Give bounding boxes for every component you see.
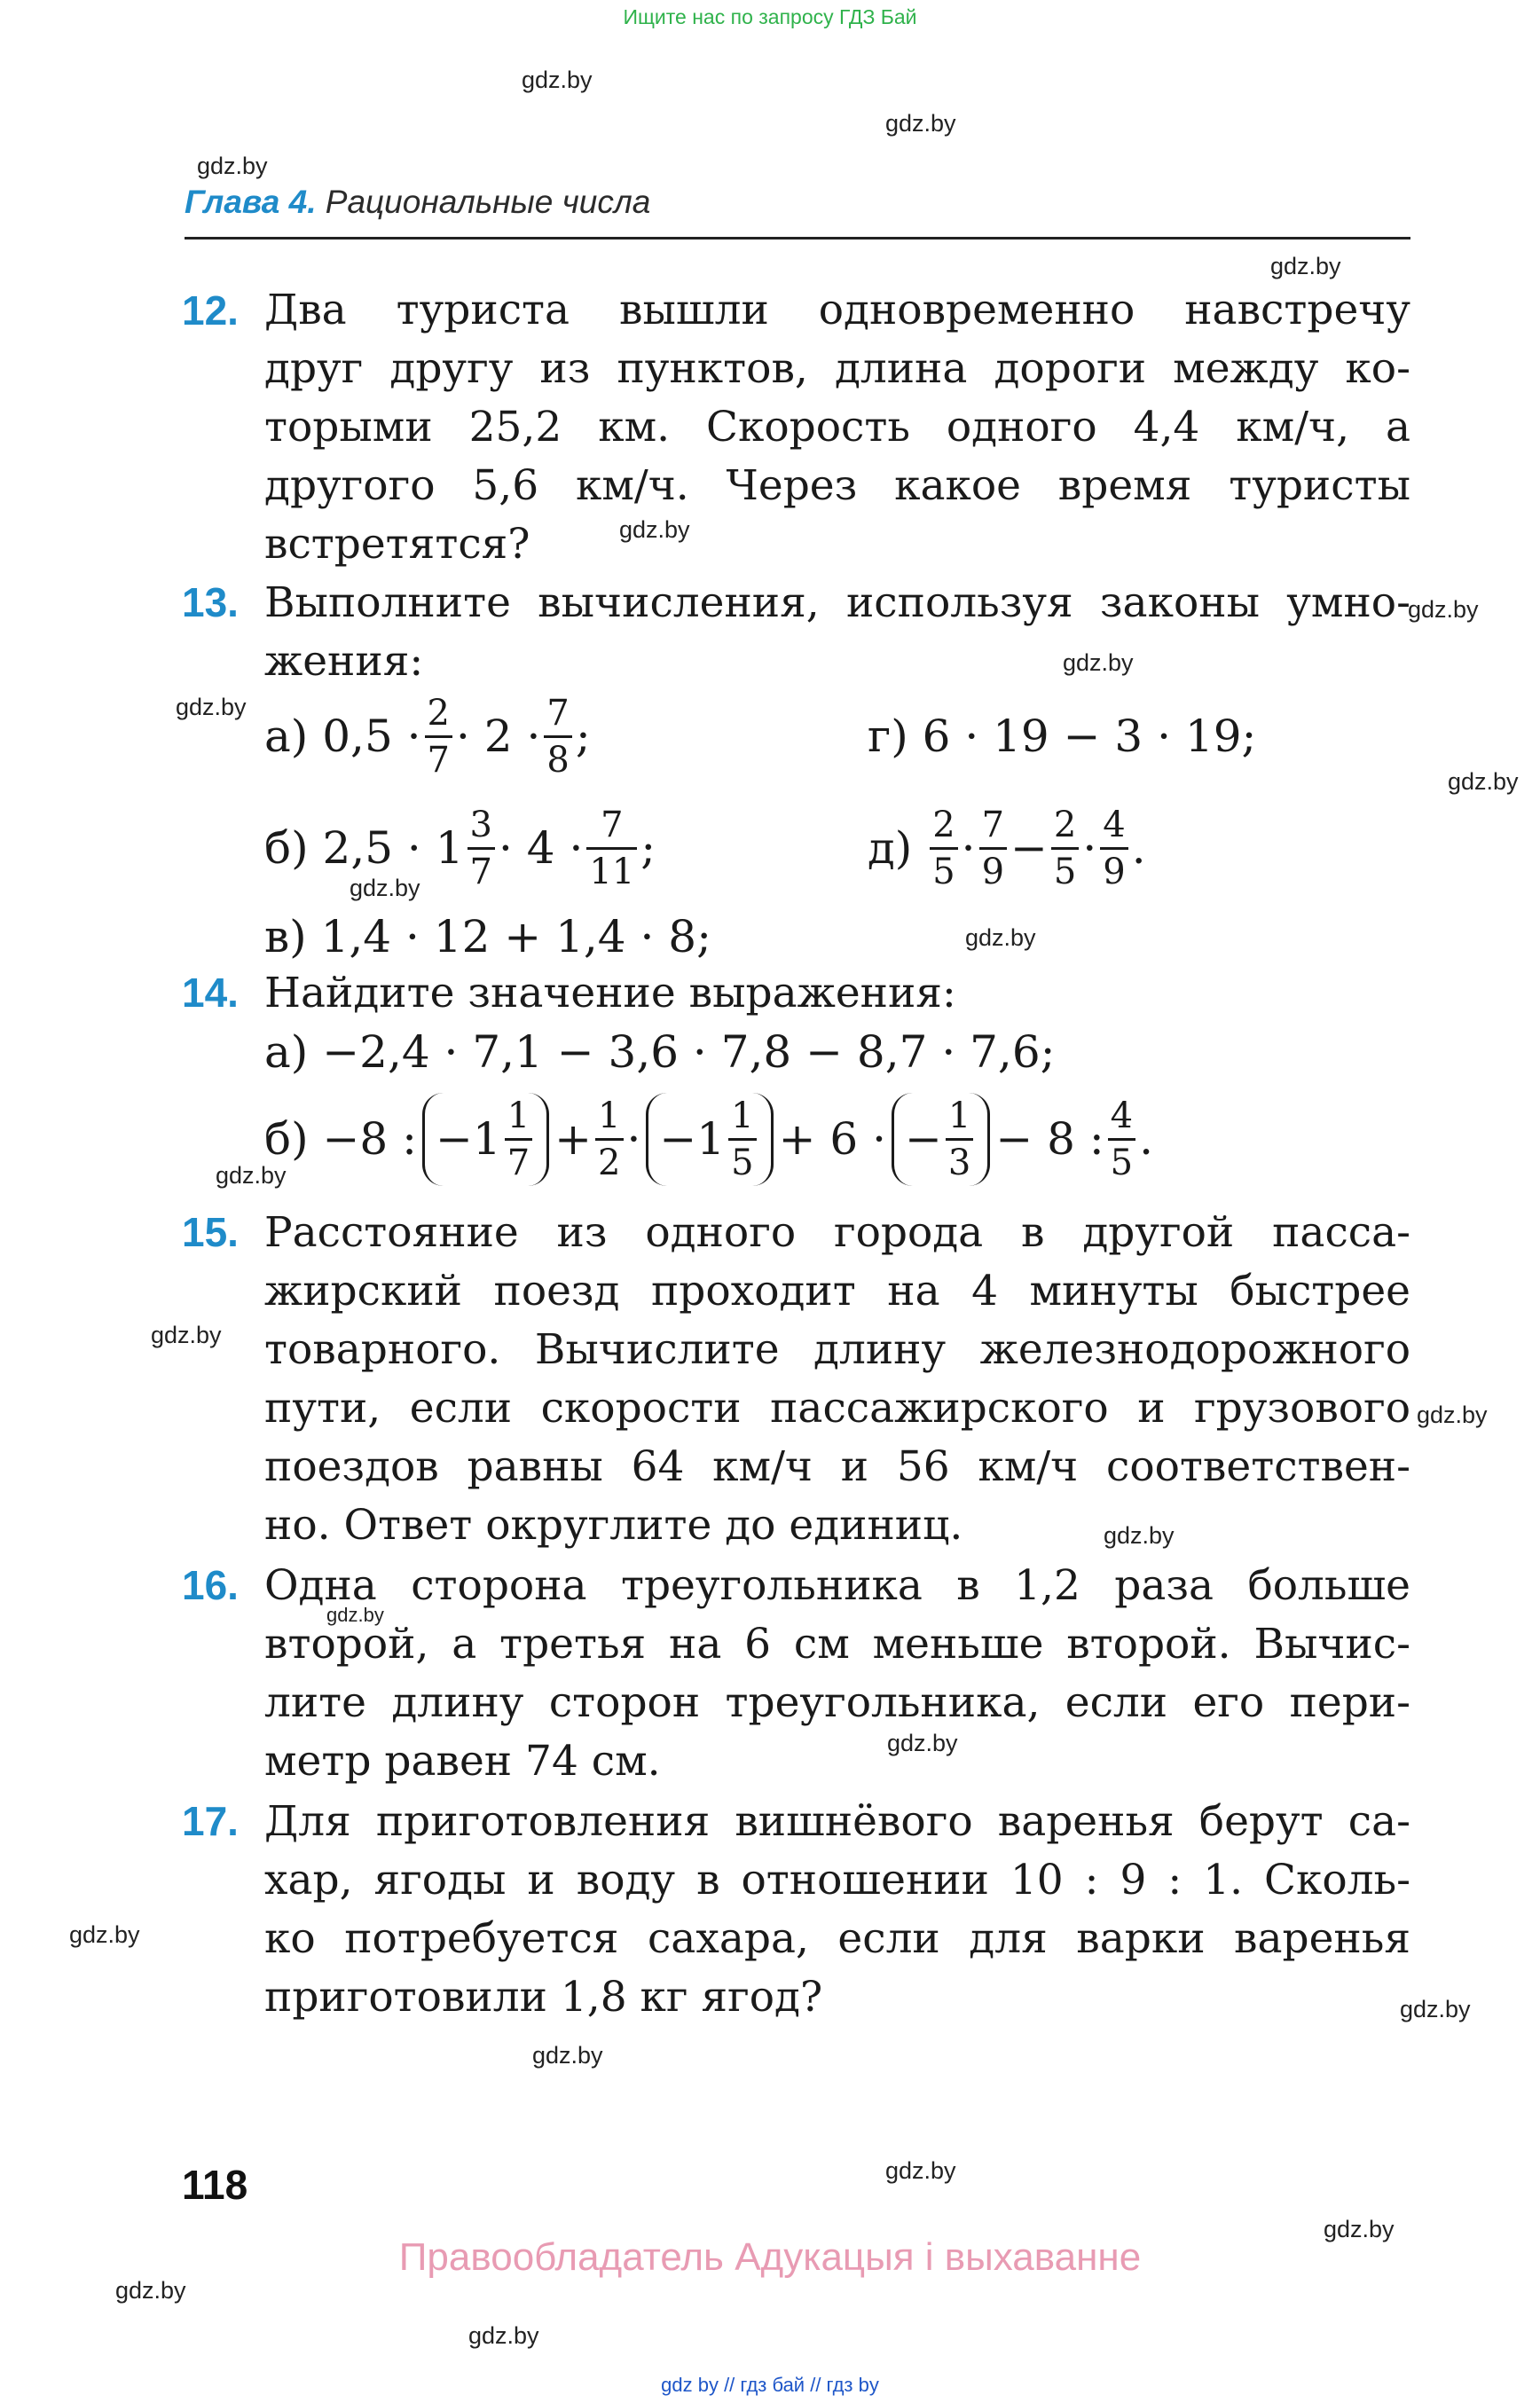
problem-17-number: 17. <box>182 1798 239 1844</box>
expr-text: 6 · 19 − 3 · 19; <box>922 711 1257 762</box>
problem-14-number: 14. <box>182 970 239 1016</box>
expr-text: 2,5 · 1 <box>322 822 464 874</box>
parenthesis-group: −1 $\frac{1}{7}$ <box>422 1093 549 1186</box>
watermark: gdz.by <box>619 516 690 543</box>
watermark: gdz.by <box>1448 768 1519 795</box>
watermark: gdz.by <box>887 1730 958 1756</box>
problem-16-line: Одна сторона треугольника в 1,2 раза больше <box>264 1561 1410 1610</box>
watermark: gdz.by <box>885 2157 956 2184</box>
watermark: gdz.by <box>176 694 247 720</box>
fraction: $\frac{7}{8}$ <box>544 695 571 778</box>
problem-15-number: 15. <box>182 1209 239 1255</box>
bottom-links[interactable]: gdz by // гдз бай // гдз by <box>661 2374 879 2396</box>
problem-13-number: 13. <box>182 579 239 625</box>
watermark: gdz.by <box>151 1322 222 1348</box>
item-label: б) <box>264 1113 309 1165</box>
watermark: gdz.by <box>1400 1996 1471 2022</box>
problem-12-line: другого 5,6 км/ч. Через какое время туристы <box>264 461 1410 510</box>
fraction: $\frac{3}{7}$ <box>468 807 495 890</box>
parenthesis-group: − $\frac{1}{3}$ <box>892 1093 990 1186</box>
problem-13g <box>868 692 1256 781</box>
watermark: gdz.by <box>197 153 268 179</box>
fraction: $\frac{4}{9}$ <box>1100 807 1128 890</box>
problem-17-line: ко потребуется сахара, если для варки варенья <box>264 1914 1410 1963</box>
item-label: а) <box>264 1026 309 1078</box>
watermark: gdz.by <box>468 2322 539 2349</box>
parenthesis-group: −1 $\frac{1}{5}$ <box>646 1093 773 1186</box>
expr-text: · 2 · <box>456 711 541 762</box>
copyright-notice: Правообладатель Адукацыя і выхаванне <box>398 2235 1142 2279</box>
watermark: gdz.by <box>350 875 420 901</box>
expr-text: 0,5 · <box>322 711 421 762</box>
problem-13-line: жения: <box>264 637 424 686</box>
watermark: gdz.by <box>1063 649 1134 676</box>
problem-13-line: Выполните вычисления, используя законы умно- <box>264 578 1410 627</box>
chapter-label: Глава 4. <box>185 184 317 220</box>
fraction: $\frac{1}{2}$ <box>595 1098 623 1181</box>
problem-15-line: пути, если скорости пассажирского и грузового <box>264 1384 1410 1433</box>
problem-12-number: 12. <box>182 287 239 334</box>
watermark: gdz.by <box>1270 253 1341 279</box>
problem-15-line: жирский поезд проходит на 4 минуты быстрее <box>264 1267 1410 1315</box>
item-label: г) <box>868 711 908 762</box>
watermark: gdz.by <box>532 2042 603 2069</box>
problem-16-line: второй, а третья на 6 см меньше второй. Вычис- <box>264 1620 1410 1669</box>
item-label: в) <box>264 911 307 962</box>
problem-16-line: лите длину сторон треугольника, если его пери- <box>264 1678 1410 1727</box>
watermark: gdz.by <box>326 1604 384 1626</box>
problem-14a <box>264 1025 1055 1079</box>
problem-17-line: приготовили 1,8 кг ягод? <box>264 1973 823 2022</box>
watermark: gdz.by <box>965 924 1036 951</box>
watermark: gdz.by <box>1324 2216 1395 2242</box>
fraction: $\frac{7}{9}$ <box>979 807 1007 890</box>
watermark: gdz.by <box>69 1921 140 1948</box>
watermark: gdz.by <box>1104 1522 1175 1549</box>
watermark: gdz.by <box>522 67 593 93</box>
fraction: $\frac{4}{5}$ <box>1108 1098 1135 1181</box>
problem-15-line: поездов равны 64 км/ч и 56 км/ч соответствен- <box>264 1442 1410 1491</box>
header-divider <box>185 237 1410 240</box>
item-label: а) <box>264 711 309 762</box>
fraction: $\frac{2}{5}$ <box>1051 807 1079 890</box>
watermark: gdz.by <box>216 1162 287 1189</box>
chapter-header <box>185 184 650 221</box>
fraction: $\frac{2}{5}$ <box>930 807 957 890</box>
watermark: gdz.by <box>885 110 956 137</box>
problem-13b: б) 2,5 · 1 $\frac{3}{7}$ · 4 · $\frac{7}{11}$ ; <box>264 804 656 892</box>
fraction: $\frac{2}{7}$ <box>425 695 452 778</box>
expr-text: −2,4 · 7,1 − 3,6 · 7,8 − 8,7 · 7,6; <box>322 1026 1056 1078</box>
problem-16-line: метр равен 74 см. <box>264 1737 661 1786</box>
problem-14b: б) −8 : −1 $\frac{1}{7}$ + $\frac{1}{2}$ · −1 $\frac{1}{5}$ + 6 · − $\frac{1}{3}$ − 8 : $\frac{4}{5}$ . <box>264 1084 1153 1194</box>
problem-12-line: торыми 25,2 км. Скорость одного 4,4 км/ч, а <box>264 403 1410 452</box>
problem-12-line: Два туриста вышли одновременно навстречу <box>264 286 1410 334</box>
problem-16-number: 16. <box>182 1562 239 1608</box>
problem-15-line: Расстояние из одного города в другой пасса- <box>264 1208 1410 1257</box>
problem-17-line: Для приготовления вишнёвого варенья берут са- <box>264 1797 1410 1846</box>
watermark: gdz.by <box>115 2277 186 2304</box>
expr-text: 1,4 · 12 + 1,4 · 8; <box>320 911 711 962</box>
problem-13d: д) $\frac{2}{5}$ · $\frac{7}{9}$ − $\frac{2}{5}$ · $\frac{4}{9}$ . <box>868 804 1146 892</box>
problem-15-line: но. Ответ округлите до единиц. <box>264 1501 963 1550</box>
watermark: gdz.by <box>1417 1402 1488 1428</box>
problem-12-line: друг другу из пунктов, длина дороги между ко- <box>264 344 1410 393</box>
expr-text: · 4 · <box>498 822 584 874</box>
problem-13v <box>264 910 711 963</box>
search-banner[interactable]: Ищите нас по запросу ГДЗ Бай <box>623 5 917 28</box>
fraction: $\frac{7}{11}$ <box>586 807 637 890</box>
chapter-title: Рациональные числа <box>325 184 651 220</box>
problem-14-line: Найдите значение выражения: <box>264 969 956 1017</box>
problem-15-line: товарного. Вычислите длину железнодорожного <box>264 1325 1410 1374</box>
problem-17-line: хар, ягоды и воду в отношении 10 : 9 : 1. Сколь- <box>264 1856 1410 1904</box>
problem-12-line: встретятся? <box>264 520 530 569</box>
watermark: gdz.by <box>1408 596 1479 623</box>
item-label: б) <box>264 822 309 874</box>
page-number: 118 <box>182 2162 248 2208</box>
problem-13a: а) 0,5 · $\frac{2}{7}$ · 2 · $\frac{7}{8}$ ; <box>264 692 591 781</box>
item-label: д) <box>868 822 913 874</box>
